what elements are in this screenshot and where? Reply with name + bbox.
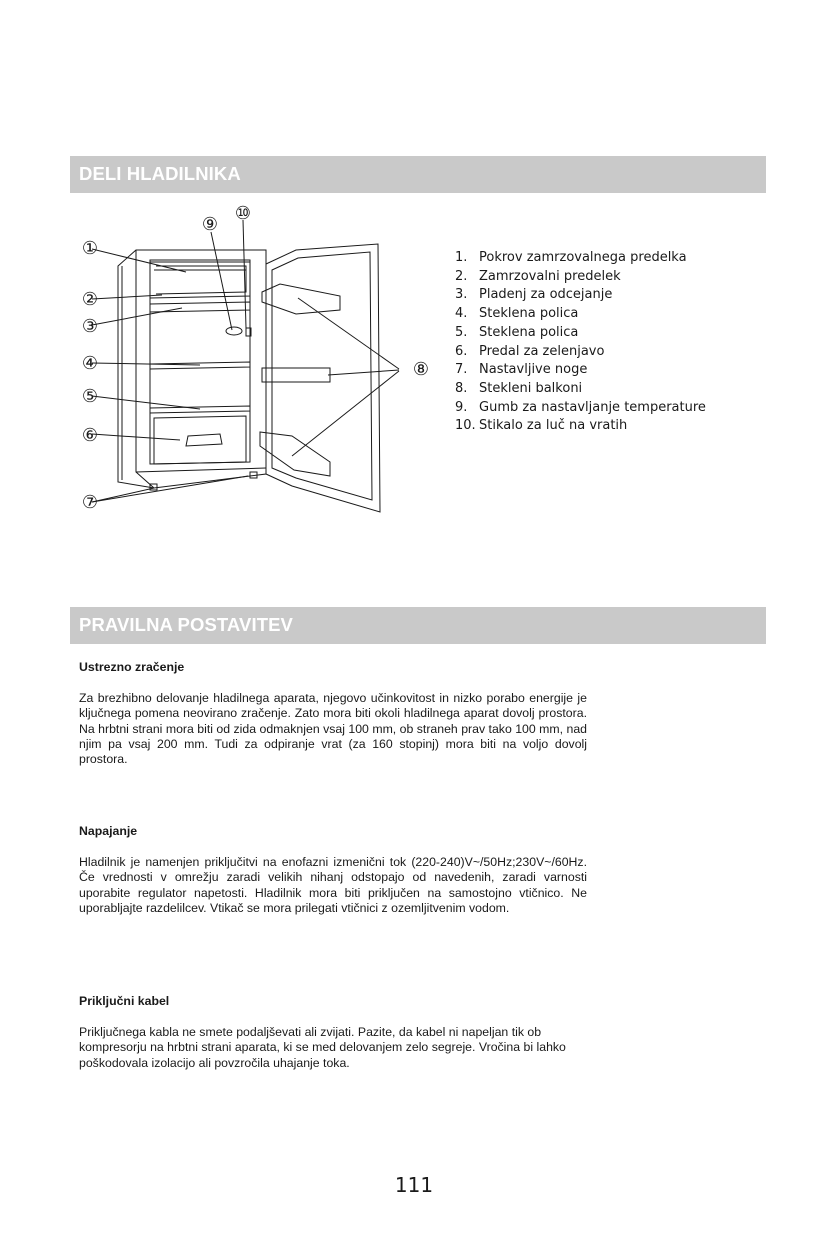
section-title: PRAVILNA POSTAVITEV xyxy=(79,614,293,635)
cabinet-outline xyxy=(118,250,266,488)
door-balcony-top xyxy=(262,284,340,314)
callout-2: ② xyxy=(81,289,99,310)
section-header-parts xyxy=(70,156,766,193)
parts-list-item: 7. Nastavljive noge xyxy=(455,362,588,378)
page-number: 111 xyxy=(394,1173,434,1197)
callout-4: ④ xyxy=(81,353,99,374)
subheading-power-supply: Napajanje xyxy=(79,824,138,838)
paragraph-power-cable: Priključnega kabla ne smete podaljševati ali zvijati. Pazite, da kabel ni napeljan tik ob kompresorju na hrbtni strani aparata, ki se med delovanjem zelo segreje. Vročina bi lahko poškodovala izolacijo ali povzročila uhajanje toka. xyxy=(79,1025,566,1070)
callout-9: ⑨ xyxy=(201,214,219,235)
fridge-diagram xyxy=(70,200,440,520)
callout-6: ⑥ xyxy=(81,425,99,446)
callout-1: ① xyxy=(81,238,99,259)
parts-list-item: 4. Steklena polica xyxy=(455,306,579,322)
section-header-installation xyxy=(70,607,766,644)
callout-10: ⑩ xyxy=(234,203,252,224)
callout-5: ⑤ xyxy=(81,386,99,407)
parts-list-item: 1. Pokrov zamrzovalnega predelka xyxy=(455,250,687,265)
parts-list-item: 9. Gumb za nastavljanje temperature xyxy=(455,399,706,415)
callout-8: ⑧ xyxy=(412,359,430,380)
subheading-power-cable: Priključni kabel xyxy=(79,994,170,1008)
parts-list-item: 3. Pladenj za odcejanje xyxy=(455,287,613,303)
parts-list-item: 8. Stekleni balkoni xyxy=(455,380,583,396)
paragraph-power-supply: Hladilnik je namenjen priključitvi na enofazni izmenični tok (220-240)V~/50Hz;230V~/60Hz. Če vrednosti v omrežju zaradi velikih nihanj odstopajo od navedenih, zaradi varnosti uporabite regulator napetosti. Hladilnik mora biti priključen na samostojno vtičnico. Ne uporabljajte razdelilcev. Vtikač se mora prilegati vtičnici z ozemljitvenim vodom. xyxy=(79,855,587,915)
drip-tray xyxy=(150,302,250,312)
parts-list-item: 2. Zamrzovalni predelek xyxy=(455,268,621,284)
glass-shelf-upper xyxy=(150,362,250,369)
paragraph-ventilation: Za brezhibno delovanje hladilnega aparata, njegovo učinkovitost in nizko porabo energije je ključnega pomena neovirano zračenje. Zato mora biti okoli hladilnega aparat dovolj prostora. Na hrbtni strani mora biti od zida odmaknjen vsaj 100 mm, ob straneh prav tako 100 mm, nad njim pa vsaj 200 mm. Tudi za odpiranje vrat (za 160 stopinj) mora biti na voljo dovolj prostora. xyxy=(79,691,587,767)
parts-list-item: 5. Steklena polica xyxy=(455,324,579,340)
subheading-ventilation: Ustrezno zračenje xyxy=(79,660,185,674)
crisper-drawer xyxy=(154,416,246,464)
parts-list-item: 6. Predal za zelenjavo xyxy=(455,343,605,359)
section-title: DELI HLADILNIKA xyxy=(79,163,241,184)
glass-shelf-lower xyxy=(150,406,250,413)
callout-7: ⑦ xyxy=(81,492,99,513)
parts-list xyxy=(455,249,706,436)
parts-list-item: 10. Stikalo za luč na vratih xyxy=(455,418,628,434)
thermostat-knob xyxy=(226,327,242,335)
callout-3: ③ xyxy=(81,316,99,337)
